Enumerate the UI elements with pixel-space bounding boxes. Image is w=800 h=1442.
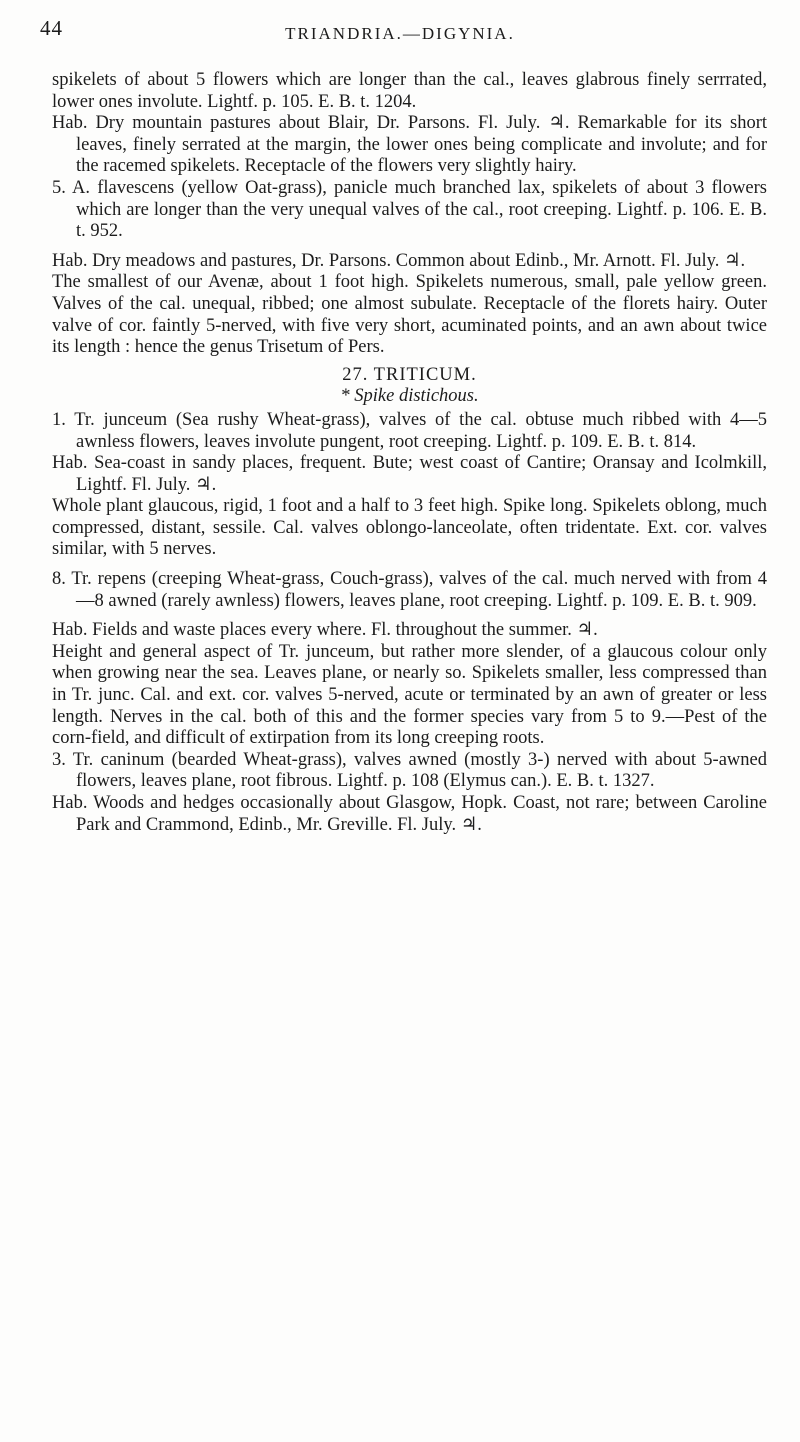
habitat-paragraph: Hab. Woods and hedges occasionally about Glasgow, Hopk. Coast, not rare; between Caroline Park and Crammond, Edinb., Mr. Greville. Fl. July. ♃. xyxy=(52,793,767,835)
genus-heading: 27. TRITICUM. xyxy=(342,364,477,385)
page-number: 44 xyxy=(40,16,63,40)
section-subheading: * Spike distichous. xyxy=(340,386,479,407)
paragraph-continuation: spikelets of about 5 flowers which are longer than the cal., leaves glabrous finely serrrated, lower ones involute. Lightf. p. 105. E. B. t. 1204. xyxy=(52,70,767,112)
habitat-paragraph: Hab. Dry meadows and pastures, Dr. Parsons. Common about Edinb., Mr. Arnott. Fl. July. ♃. xyxy=(52,250,746,271)
spacer xyxy=(52,612,767,620)
spacer xyxy=(52,561,767,569)
habitat-paragraph: Hab. Dry mountain pastures about Blair, Dr. Parsons. Fl. July. ♃. Remarkable for its short leaves, finely serrated at the margin, the lower ones being complicate and involute; and for the racemed spikelets. Receptacle of the flowers very slightly hairy. xyxy=(52,113,767,177)
habitat-paragraph: Hab. Fields and waste places every where. Fl. throughout the summer. ♃. xyxy=(52,620,598,641)
species-entry: 5. A. flavescens (yellow Oat-grass), panicle much branched lax, spikelets of about 3 flowers which are longer than the very unequal valves of the cal., root creeping. Lightf. p. 106. E. B. t. 952. xyxy=(52,177,767,242)
spacer xyxy=(52,243,767,251)
habitat-paragraph: Hab. Sea-coast in sandy places, frequent. Bute; west coast of Cantire; Oransay and Icolmkill, Lightf. Fl. July. ♃. xyxy=(52,453,767,495)
species-entry: 1. Tr. junceum (Sea rushy Wheat-grass), valves of the cal. obtuse much ribbed with 4—5 awnless flowers, leaves involute pungent, root creeping. Lightf. p. 109. E. B. t. 814. xyxy=(52,409,767,452)
description-paragraph: The smallest of our Avenæ, about 1 foot high. Spikelets numerous, small, pale yellow green. Valves of the cal. unequal, ribbed; one almost subulate. Receptacle of the florets hairy. Outer valve of cor. faintly 5-nerved, with five very short, acuminated points, and an awn about twice its length : hence the genus Trisetum of Pers. xyxy=(52,272,767,358)
running-head: TRIANDRIA.—DIGYNIA. xyxy=(285,24,515,43)
description-paragraph: Whole plant glaucous, rigid, 1 foot and a half to 3 feet high. Spike long. Spikelets oblong, much compressed, distant, sessile. Cal. valves oblongo-lanceolate, often tridentate. Ext. cor. valves similar, with 5 nerves. xyxy=(52,496,767,560)
page-body xyxy=(52,70,767,836)
species-entry: 8. Tr. repens (creeping Wheat-grass, Couch-grass), valves of the cal. much nerved with from 4—8 awned (rarely awnless) flowers, leaves plane, root creeping. Lightf. p. 109. E. B. t. 909. xyxy=(52,569,767,611)
description-paragraph: Height and general aspect of Tr. junceum, but rather more slender, of a glaucous colour only when growing near the sea. Leaves plane, or nearly so. Spikelets smaller, less compressed than in Tr. junc. Cal. and ext. cor. valves 5-nerved, acute or terminated by an awn of greater or less length. Nerves in the cal. both of this and the former species vary from 5 to 9.—Pest of the corn-field, and difficult of extirpation from its long creeping roots. xyxy=(52,641,767,749)
species-entry: 3. Tr. caninum (bearded Wheat-grass), valves awned (mostly 3-) nerved with about 5-awned flowers, leaves plane, root fibrous. Lightf. p. 108 (Elymus can.). E. B. t. 1327. xyxy=(52,749,767,792)
